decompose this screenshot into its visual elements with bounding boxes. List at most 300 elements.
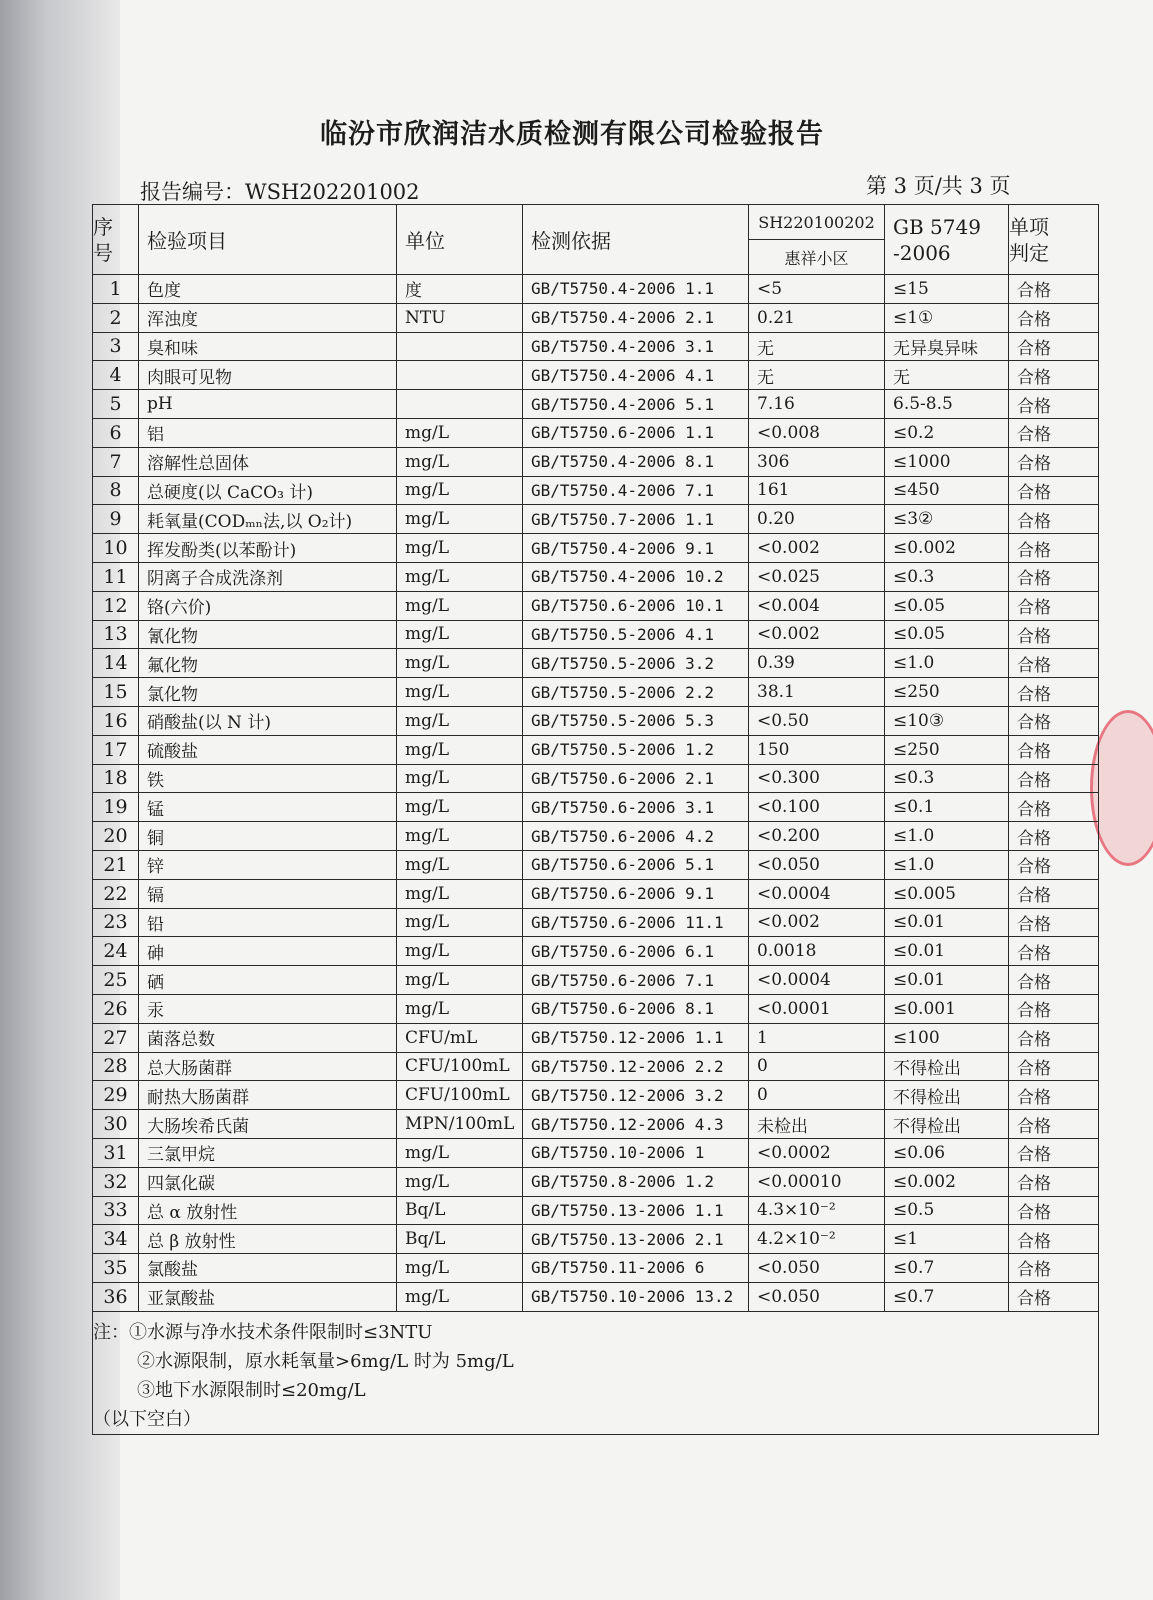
row-item: 总 α 放射性 <box>139 1196 397 1225</box>
table-row <box>93 793 1099 822</box>
row-unit: 度 <box>397 275 523 304</box>
row-index: 5 <box>93 390 139 419</box>
row-method: GB/T5750.6-2006 10.1 <box>523 591 749 620</box>
row-method: GB/T5750.6-2006 5.1 <box>523 850 749 879</box>
table-row <box>93 562 1099 591</box>
row-limit: 不得检出 <box>885 1110 1009 1139</box>
header-unit: 单位 <box>397 205 523 275</box>
table-row <box>93 735 1099 764</box>
row-judge: 合格 <box>1009 303 1099 332</box>
table-row <box>93 332 1099 361</box>
row-method: GB/T5750.4-2006 9.1 <box>523 534 749 563</box>
row-item: 浑浊度 <box>139 303 397 332</box>
notes-block <box>93 1311 1099 1434</box>
row-index: 3 <box>93 332 139 361</box>
table-row <box>93 706 1099 735</box>
row-result: 未检出 <box>749 1110 885 1139</box>
row-result: <0.008 <box>749 418 885 447</box>
row-limit: 不得检出 <box>885 1081 1009 1110</box>
row-result: <0.002 <box>749 620 885 649</box>
row-item: 挥发酚类(以苯酚计) <box>139 534 397 563</box>
table-row <box>93 390 1099 419</box>
row-method: GB/T5750.6-2006 2.1 <box>523 764 749 793</box>
row-unit: mg/L <box>397 966 523 995</box>
row-method: GB/T5750.4-2006 10.2 <box>523 562 749 591</box>
report-title: 临汾市欣润洁水质检测有限公司检验报告 <box>320 119 824 150</box>
row-limit: ≤0.01 <box>885 937 1009 966</box>
row-item: 硫酸盐 <box>139 735 397 764</box>
row-limit: ≤450 <box>885 476 1009 505</box>
row-limit: ≤0.002 <box>885 534 1009 563</box>
table-row <box>93 966 1099 995</box>
row-result: 4.2×10⁻² <box>749 1225 885 1254</box>
row-item: 臭和味 <box>139 332 397 361</box>
row-method: GB/T5750.4-2006 1.1 <box>523 275 749 304</box>
row-item: 大肠埃希氏菌 <box>139 1110 397 1139</box>
row-method: GB/T5750.4-2006 8.1 <box>523 447 749 476</box>
row-unit: mg/L <box>397 678 523 707</box>
row-item: 铬(六价) <box>139 591 397 620</box>
row-item: 铅 <box>139 908 397 937</box>
row-judge: 合格 <box>1009 1254 1099 1283</box>
header-sample-id: SH220100202 <box>749 205 885 240</box>
row-method: GB/T5750.12-2006 4.3 <box>523 1110 749 1139</box>
table-row <box>93 534 1099 563</box>
row-item: 耐热大肠菌群 <box>139 1081 397 1110</box>
row-unit: mg/L <box>397 649 523 678</box>
row-index: 20 <box>93 822 139 851</box>
row-judge: 合格 <box>1009 562 1099 591</box>
row-result: 0 <box>749 1081 885 1110</box>
row-unit: Bq/L <box>397 1225 523 1254</box>
row-index: 17 <box>93 735 139 764</box>
table-row <box>93 591 1099 620</box>
row-item: 阴离子合成洗涤剂 <box>139 562 397 591</box>
row-index: 1 <box>93 275 139 304</box>
row-judge: 合格 <box>1009 476 1099 505</box>
row-index: 14 <box>93 649 139 678</box>
row-unit: mg/L <box>397 793 523 822</box>
row-limit: ≤1.0 <box>885 850 1009 879</box>
row-index: 7 <box>93 447 139 476</box>
row-limit: ≤1000 <box>885 447 1009 476</box>
table-row <box>93 620 1099 649</box>
row-item: pH <box>139 390 397 419</box>
row-result: <0.0004 <box>749 879 885 908</box>
row-item: 硒 <box>139 966 397 995</box>
row-limit: ≤0.7 <box>885 1254 1009 1283</box>
row-index: 12 <box>93 591 139 620</box>
row-limit: 无异臭异味 <box>885 332 1009 361</box>
row-judge: 合格 <box>1009 850 1099 879</box>
table-row <box>93 764 1099 793</box>
row-method: GB/T5750.6-2006 11.1 <box>523 908 749 937</box>
row-unit: NTU <box>397 303 523 332</box>
row-limit: ≤0.1 <box>885 793 1009 822</box>
row-result: <0.200 <box>749 822 885 851</box>
table-row <box>93 418 1099 447</box>
table-row <box>93 879 1099 908</box>
row-index: 10 <box>93 534 139 563</box>
row-method: GB/T5750.4-2006 4.1 <box>523 361 749 390</box>
row-unit: mg/L <box>397 1167 523 1196</box>
row-method: GB/T5750.6-2006 4.2 <box>523 822 749 851</box>
row-judge: 合格 <box>1009 764 1099 793</box>
row-judge: 合格 <box>1009 706 1099 735</box>
table-row <box>93 1225 1099 1254</box>
row-item: 硝酸盐(以 N 计) <box>139 706 397 735</box>
row-method: GB/T5750.6-2006 6.1 <box>523 937 749 966</box>
row-unit: mg/L <box>397 591 523 620</box>
table-row <box>93 1138 1099 1167</box>
row-limit: 不得检出 <box>885 1052 1009 1081</box>
note-3: ③地下水源限制时≤20mg/L <box>137 1379 366 1401</box>
row-index: 21 <box>93 850 139 879</box>
row-result: 无 <box>749 361 885 390</box>
row-item: 四氯化碳 <box>139 1167 397 1196</box>
table-row <box>93 1081 1099 1110</box>
row-unit: mg/L <box>397 476 523 505</box>
row-limit: ≤0.05 <box>885 591 1009 620</box>
row-index: 19 <box>93 793 139 822</box>
header-standard <box>885 205 1009 275</box>
row-item: 总 β 放射性 <box>139 1225 397 1254</box>
row-judge: 合格 <box>1009 879 1099 908</box>
row-index: 6 <box>93 418 139 447</box>
row-limit: ≤1 <box>885 1225 1009 1254</box>
row-judge: 合格 <box>1009 361 1099 390</box>
row-index: 36 <box>93 1282 139 1311</box>
row-result: 150 <box>749 735 885 764</box>
row-method: GB/T5750.6-2006 9.1 <box>523 879 749 908</box>
row-result: <0.050 <box>749 850 885 879</box>
row-index: 34 <box>93 1225 139 1254</box>
row-judge: 合格 <box>1009 418 1099 447</box>
row-method: GB/T5750.4-2006 2.1 <box>523 303 749 332</box>
row-index: 27 <box>93 1023 139 1052</box>
row-judge: 合格 <box>1009 1023 1099 1052</box>
row-result: 0.20 <box>749 505 885 534</box>
row-index: 29 <box>93 1081 139 1110</box>
row-item: 铜 <box>139 822 397 851</box>
row-judge: 合格 <box>1009 966 1099 995</box>
row-index: 16 <box>93 706 139 735</box>
row-method: GB/T5750.12-2006 2.2 <box>523 1052 749 1081</box>
row-unit: mg/L <box>397 1254 523 1283</box>
row-unit: CFU/100mL <box>397 1052 523 1081</box>
report-number: 报告编号：WSH202201002 <box>140 180 420 204</box>
page-number: 第 3 页/共 3 页 <box>866 174 1011 198</box>
row-limit: ≤0.01 <box>885 966 1009 995</box>
row-item: 总大肠菌群 <box>139 1052 397 1081</box>
row-limit: ≤0.3 <box>885 562 1009 591</box>
header-method: 检测依据 <box>523 205 749 275</box>
table-row <box>93 1282 1099 1311</box>
row-judge: 合格 <box>1009 678 1099 707</box>
row-method: GB/T5750.6-2006 1.1 <box>523 418 749 447</box>
row-limit: ≤0.5 <box>885 1196 1009 1225</box>
row-item: 耗氧量(CODₘₙ法,以 O₂计) <box>139 505 397 534</box>
row-limit: ≤1.0 <box>885 649 1009 678</box>
row-judge: 合格 <box>1009 275 1099 304</box>
table-row <box>93 649 1099 678</box>
header-judge <box>1009 205 1099 275</box>
row-limit: ≤0.01 <box>885 908 1009 937</box>
row-unit: mg/L <box>397 534 523 563</box>
row-unit: mg/L <box>397 706 523 735</box>
row-result: <0.00010 <box>749 1167 885 1196</box>
row-judge: 合格 <box>1009 1081 1099 1110</box>
row-result: 1 <box>749 1023 885 1052</box>
row-result: <0.300 <box>749 764 885 793</box>
row-unit: mg/L <box>397 994 523 1023</box>
row-judge: 合格 <box>1009 937 1099 966</box>
row-unit: mg/L <box>397 1282 523 1311</box>
row-method: GB/T5750.13-2006 1.1 <box>523 1196 749 1225</box>
row-result: 0.21 <box>749 303 885 332</box>
row-result: <0.100 <box>749 793 885 822</box>
row-judge: 合格 <box>1009 1052 1099 1081</box>
row-judge: 合格 <box>1009 620 1099 649</box>
row-item: 铁 <box>139 764 397 793</box>
row-result: <0.0004 <box>749 966 885 995</box>
table-row <box>93 476 1099 505</box>
row-result: 38.1 <box>749 678 885 707</box>
row-limit: ≤0.002 <box>885 1167 1009 1196</box>
row-result: <0.050 <box>749 1282 885 1311</box>
row-unit <box>397 361 523 390</box>
row-item: 氯化物 <box>139 678 397 707</box>
header-index-text: 序 号 <box>93 214 113 265</box>
row-unit: mg/L <box>397 1138 523 1167</box>
row-result: 无 <box>749 332 885 361</box>
row-unit <box>397 390 523 419</box>
table-row <box>93 937 1099 966</box>
row-result: <0.0001 <box>749 994 885 1023</box>
row-index: 2 <box>93 303 139 332</box>
row-index: 13 <box>93 620 139 649</box>
row-limit: 无 <box>885 361 1009 390</box>
row-index: 8 <box>93 476 139 505</box>
table-row <box>93 1167 1099 1196</box>
row-item: 氯酸盐 <box>139 1254 397 1283</box>
row-item: 砷 <box>139 937 397 966</box>
row-unit: mg/L <box>397 879 523 908</box>
row-method: GB/T5750.12-2006 3.2 <box>523 1081 749 1110</box>
row-judge: 合格 <box>1009 994 1099 1023</box>
row-method: GB/T5750.5-2006 4.1 <box>523 620 749 649</box>
row-limit: ≤0.005 <box>885 879 1009 908</box>
row-index: 31 <box>93 1138 139 1167</box>
row-unit: mg/L <box>397 562 523 591</box>
row-method: GB/T5750.5-2006 2.2 <box>523 678 749 707</box>
test-results-table <box>92 204 1099 1435</box>
row-limit: ≤10③ <box>885 706 1009 735</box>
row-result: 7.16 <box>749 390 885 419</box>
row-judge: 合格 <box>1009 534 1099 563</box>
row-limit: ≤250 <box>885 735 1009 764</box>
row-result: <0.002 <box>749 908 885 937</box>
row-method: GB/T5750.10-2006 1 <box>523 1138 749 1167</box>
row-item: 三氯甲烷 <box>139 1138 397 1167</box>
row-judge: 合格 <box>1009 735 1099 764</box>
table-row <box>93 678 1099 707</box>
row-judge: 合格 <box>1009 1282 1099 1311</box>
row-item: 肉眼可见物 <box>139 361 397 390</box>
row-method: GB/T5750.12-2006 1.1 <box>523 1023 749 1052</box>
row-judge: 合格 <box>1009 1167 1099 1196</box>
row-method: GB/T5750.11-2006 6 <box>523 1254 749 1283</box>
row-method: GB/T5750.4-2006 5.1 <box>523 390 749 419</box>
row-index: 4 <box>93 361 139 390</box>
row-unit: mg/L <box>397 505 523 534</box>
row-judge: 合格 <box>1009 822 1099 851</box>
row-method: GB/T5750.4-2006 3.1 <box>523 332 749 361</box>
row-result: 0 <box>749 1052 885 1081</box>
row-judge: 合格 <box>1009 1225 1099 1254</box>
row-result: 0.0018 <box>749 937 885 966</box>
row-unit: MPN/100mL <box>397 1110 523 1139</box>
row-item: 色度 <box>139 275 397 304</box>
row-judge: 合格 <box>1009 591 1099 620</box>
table-row <box>93 1023 1099 1052</box>
row-index: 11 <box>93 562 139 591</box>
row-judge: 合格 <box>1009 908 1099 937</box>
row-index: 33 <box>93 1196 139 1225</box>
row-index: 28 <box>93 1052 139 1081</box>
table-row <box>93 505 1099 534</box>
row-item: 亚氯酸盐 <box>139 1282 397 1311</box>
row-judge: 合格 <box>1009 1110 1099 1139</box>
row-method: GB/T5750.13-2006 2.1 <box>523 1225 749 1254</box>
row-item: 汞 <box>139 994 397 1023</box>
header-judge-text: 单项 判定 <box>1009 214 1049 265</box>
row-result: 306 <box>749 447 885 476</box>
table-row <box>93 1110 1099 1139</box>
row-item: 镉 <box>139 879 397 908</box>
blank-note: （以下空白） <box>93 1408 201 1430</box>
row-limit: ≤1.0 <box>885 822 1009 851</box>
row-judge: 合格 <box>1009 793 1099 822</box>
row-result: <0.050 <box>749 1254 885 1283</box>
row-method: GB/T5750.5-2006 5.3 <box>523 706 749 735</box>
row-method: GB/T5750.6-2006 7.1 <box>523 966 749 995</box>
row-unit: mg/L <box>397 822 523 851</box>
row-method: GB/T5750.6-2006 3.1 <box>523 793 749 822</box>
row-method: GB/T5750.8-2006 1.2 <box>523 1167 749 1196</box>
row-limit: ≤0.7 <box>885 1282 1009 1311</box>
row-method: GB/T5750.4-2006 7.1 <box>523 476 749 505</box>
row-index: 24 <box>93 937 139 966</box>
row-unit: mg/L <box>397 764 523 793</box>
table-row <box>93 994 1099 1023</box>
row-unit: mg/L <box>397 937 523 966</box>
row-unit: mg/L <box>397 418 523 447</box>
row-judge: 合格 <box>1009 332 1099 361</box>
table-row <box>93 361 1099 390</box>
row-judge: 合格 <box>1009 1196 1099 1225</box>
header-sample-name: 惠祥小区 <box>749 240 885 275</box>
row-index: 26 <box>93 994 139 1023</box>
row-index: 30 <box>93 1110 139 1139</box>
header-standard-text: GB 5749 -2006 <box>893 214 981 265</box>
row-unit: mg/L <box>397 850 523 879</box>
row-index: 23 <box>93 908 139 937</box>
row-unit: CFU/100mL <box>397 1081 523 1110</box>
row-item: 锰 <box>139 793 397 822</box>
row-item: 总硬度(以 CaCO₃ 计) <box>139 476 397 505</box>
row-result: 0.39 <box>749 649 885 678</box>
row-method: GB/T5750.6-2006 8.1 <box>523 994 749 1023</box>
row-item: 氰化物 <box>139 620 397 649</box>
header-index <box>93 205 139 275</box>
row-limit: ≤1① <box>885 303 1009 332</box>
row-judge: 合格 <box>1009 1138 1099 1167</box>
row-unit: mg/L <box>397 735 523 764</box>
row-index: 35 <box>93 1254 139 1283</box>
table-row <box>93 1254 1099 1283</box>
row-item: 铝 <box>139 418 397 447</box>
row-judge: 合格 <box>1009 447 1099 476</box>
row-judge: 合格 <box>1009 390 1099 419</box>
row-item: 菌落总数 <box>139 1023 397 1052</box>
row-item: 氟化物 <box>139 649 397 678</box>
row-item: 锌 <box>139 850 397 879</box>
table-row <box>93 1052 1099 1081</box>
row-judge: 合格 <box>1009 649 1099 678</box>
row-limit: ≤250 <box>885 678 1009 707</box>
row-result: 4.3×10⁻² <box>749 1196 885 1225</box>
row-item: 溶解性总固体 <box>139 447 397 476</box>
row-index: 22 <box>93 879 139 908</box>
note-1: 注：①水源与净水技术条件限制时≤3NTU <box>93 1321 433 1343</box>
row-index: 15 <box>93 678 139 707</box>
row-method: GB/T5750.7-2006 1.1 <box>523 505 749 534</box>
row-result: <0.50 <box>749 706 885 735</box>
row-result: <0.025 <box>749 562 885 591</box>
table-row <box>93 447 1099 476</box>
row-method: GB/T5750.10-2006 13.2 <box>523 1282 749 1311</box>
note-2: ②水源限制，原水耗氧量>6mg/L 时为 5mg/L <box>137 1350 514 1372</box>
row-limit: ≤0.3 <box>885 764 1009 793</box>
row-limit: ≤3② <box>885 505 1009 534</box>
row-limit: ≤100 <box>885 1023 1009 1052</box>
row-result: <0.004 <box>749 591 885 620</box>
row-index: 25 <box>93 966 139 995</box>
table-row <box>93 908 1099 937</box>
table-row <box>93 850 1099 879</box>
table-row <box>93 1196 1099 1225</box>
header-item: 检验项目 <box>139 205 397 275</box>
row-unit <box>397 332 523 361</box>
row-result: <5 <box>749 275 885 304</box>
row-limit: ≤15 <box>885 275 1009 304</box>
row-index: 18 <box>93 764 139 793</box>
row-method: GB/T5750.5-2006 3.2 <box>523 649 749 678</box>
row-result: 161 <box>749 476 885 505</box>
row-result: <0.002 <box>749 534 885 563</box>
table-row <box>93 275 1099 304</box>
row-unit: Bq/L <box>397 1196 523 1225</box>
row-index: 32 <box>93 1167 139 1196</box>
row-unit: CFU/mL <box>397 1023 523 1052</box>
table-row <box>93 303 1099 332</box>
row-result: <0.0002 <box>749 1138 885 1167</box>
row-limit: 6.5-8.5 <box>885 390 1009 419</box>
row-judge: 合格 <box>1009 505 1099 534</box>
row-limit: ≤0.001 <box>885 994 1009 1023</box>
row-method: GB/T5750.5-2006 1.2 <box>523 735 749 764</box>
